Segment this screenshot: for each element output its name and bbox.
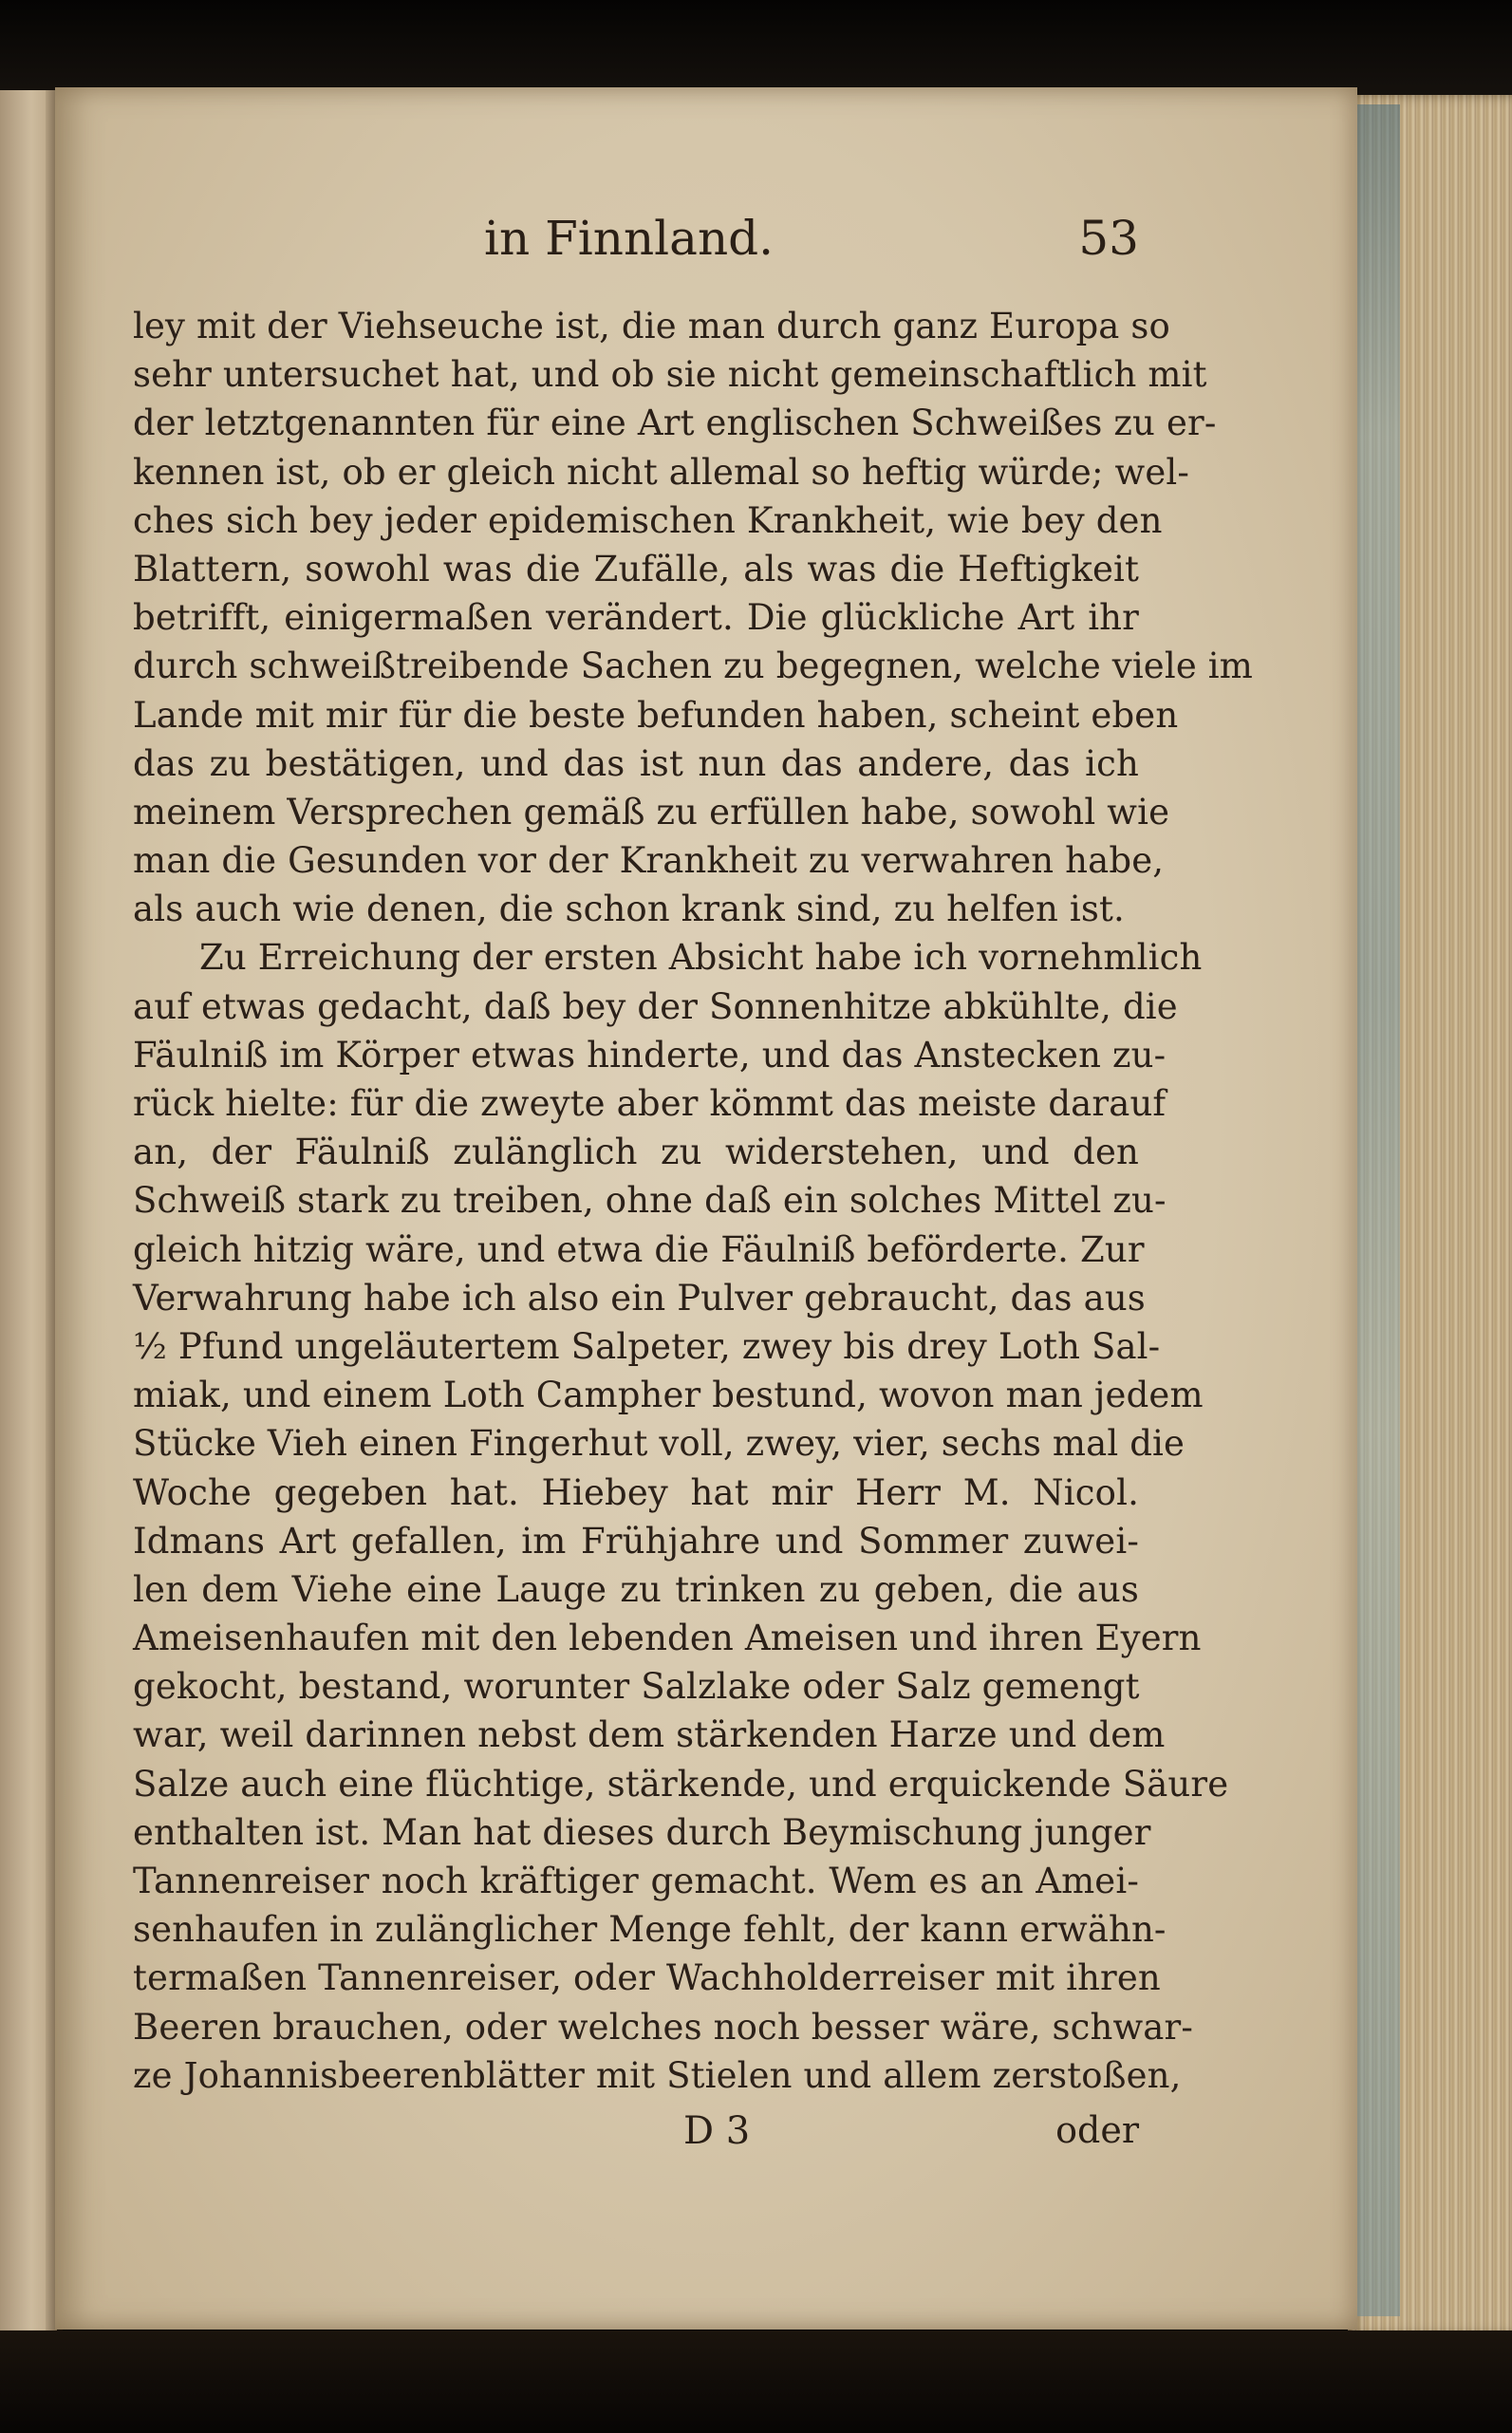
text-line: len dem Viehe eine Lauge zu trinken zu geben, die aus <box>133 1568 1139 1610</box>
text-line: Ameisenhaufen mit den lebenden Ameisen und ihren Eyern <box>133 1618 1202 1659</box>
text-line: Tannenreiser noch kräftiger gemacht. Wem es an Amei- <box>133 1861 1139 1901</box>
text-line: miak, und einem Loth Campher bestund, wovon man jedem <box>133 1375 1204 1416</box>
background-top <box>0 0 1512 95</box>
text-line: man die Gesunden vor der Krankheit zu verwahren habe, <box>133 840 1165 882</box>
text-line: auf etwas gedacht, daß bey der Sonnenhitze abkühlte, die <box>133 985 1178 1027</box>
text-line: rück hielte: für die zweyte aber kömmt das meiste darauf <box>133 1083 1167 1124</box>
text-line: Lande mit mir für die beste befunden haben, scheint eben <box>133 694 1179 736</box>
text-line: durch schweißtreibende Sachen zu begegnen, welche viele im <box>133 646 1254 687</box>
text-line: betrifft, einigermaßen verändert. Die glückliche Art ihr <box>133 597 1139 639</box>
page-edge-tint <box>1357 104 1400 2316</box>
text-line: an, der Fäulniß zulänglich zu widerstehen, und den <box>133 1132 1139 1173</box>
text-line: Salze auch eine flüchtige, stärkende, und erquickende Säure <box>133 1763 1229 1805</box>
text-line: Beeren brauchen, oder welches noch besser wäre, schwar- <box>133 2006 1193 2048</box>
catchword: oder <box>1055 2109 1139 2151</box>
running-head: in Finnland. <box>484 211 775 266</box>
text-line: war, weil darinnen nebst dem stärkenden Harze und dem <box>133 1714 1166 1756</box>
text-line: gleich hitzig wäre, und etwa die Fäulniß beförderte. Zur <box>133 1228 1145 1270</box>
paragraph-end-line: als auch wie denen, die schon krank sind, zu helfen ist. <box>133 889 1125 930</box>
text-line: sehr untersuchet hat, und ob sie nicht gemeinschaftlich mit <box>133 354 1207 396</box>
text-line: gekocht, bestand, worunter Salzlake oder Salz gemengt <box>133 1666 1140 1708</box>
text-line: das zu bestätigen, und das ist nun das andere, das ich <box>133 742 1139 784</box>
page-footer <box>133 2109 1139 2166</box>
page-header <box>133 211 1139 287</box>
text-line: ley mit der Viehseuche ist, die man durch ganz Europa so <box>133 306 1170 346</box>
text-line: ze Johannisbeerenblätter mit Stielen und allem zerstoßen, <box>133 2054 1182 2096</box>
signature-mark: D 3 <box>683 2109 751 2153</box>
text-line: meinem Versprechen gemäß zu erfüllen habe, sowohl wie <box>133 791 1170 833</box>
text-line: Verwahrung habe ich also ein Pulver gebraucht, das aus <box>133 1277 1146 1319</box>
page-number: 53 <box>1078 211 1139 266</box>
text-line: enthalten ist. Man hat dieses durch Beymischung junger <box>133 1811 1151 1853</box>
text-line: Woche gegeben hat. Hiebey hat mir Herr M. Nicol. <box>133 1471 1139 1513</box>
text-line: ½ Pfund ungeläutertem Salpeter, zwey bis drey Loth Sal- <box>133 1325 1161 1367</box>
text-line: kennen ist, ob er gleich nicht allemal so heftig würde; wel- <box>133 451 1190 493</box>
text-line: ches sich bey jeder epidemischen Krankheit, wie bey den <box>133 499 1163 541</box>
text-line: der letztgenannten für eine Art englischen Schweißes zu er- <box>133 402 1217 444</box>
body-text <box>133 302 1254 2100</box>
paragraph-start-line: Zu Erreichung der ersten Absicht habe ich vornehmlich <box>199 937 1203 979</box>
text-line: Fäulniß im Körper etwas hinderte, und das Anstecken zu- <box>133 1034 1167 1076</box>
text-line: Stücke Vieh einen Fingerhut voll, zwey, vier, sechs mal die <box>133 1423 1185 1465</box>
text-line: Schweiß stark zu treiben, ohne daß ein solches Mittel zu- <box>133 1180 1167 1222</box>
text-line: Idmans Art gefallen, im Frühjahre und Sommer zuwei- <box>133 1520 1139 1562</box>
background-bottom <box>0 2330 1512 2433</box>
text-line: senhaufen in zulänglicher Menge fehlt, der kann erwähn- <box>133 1909 1167 1951</box>
text-line: termaßen Tannenreiser, oder Wachholderreiser mit ihren <box>133 1957 1161 1999</box>
text-line: Blattern, sowohl was die Zufälle, als was die Heftigkeit <box>133 548 1139 590</box>
